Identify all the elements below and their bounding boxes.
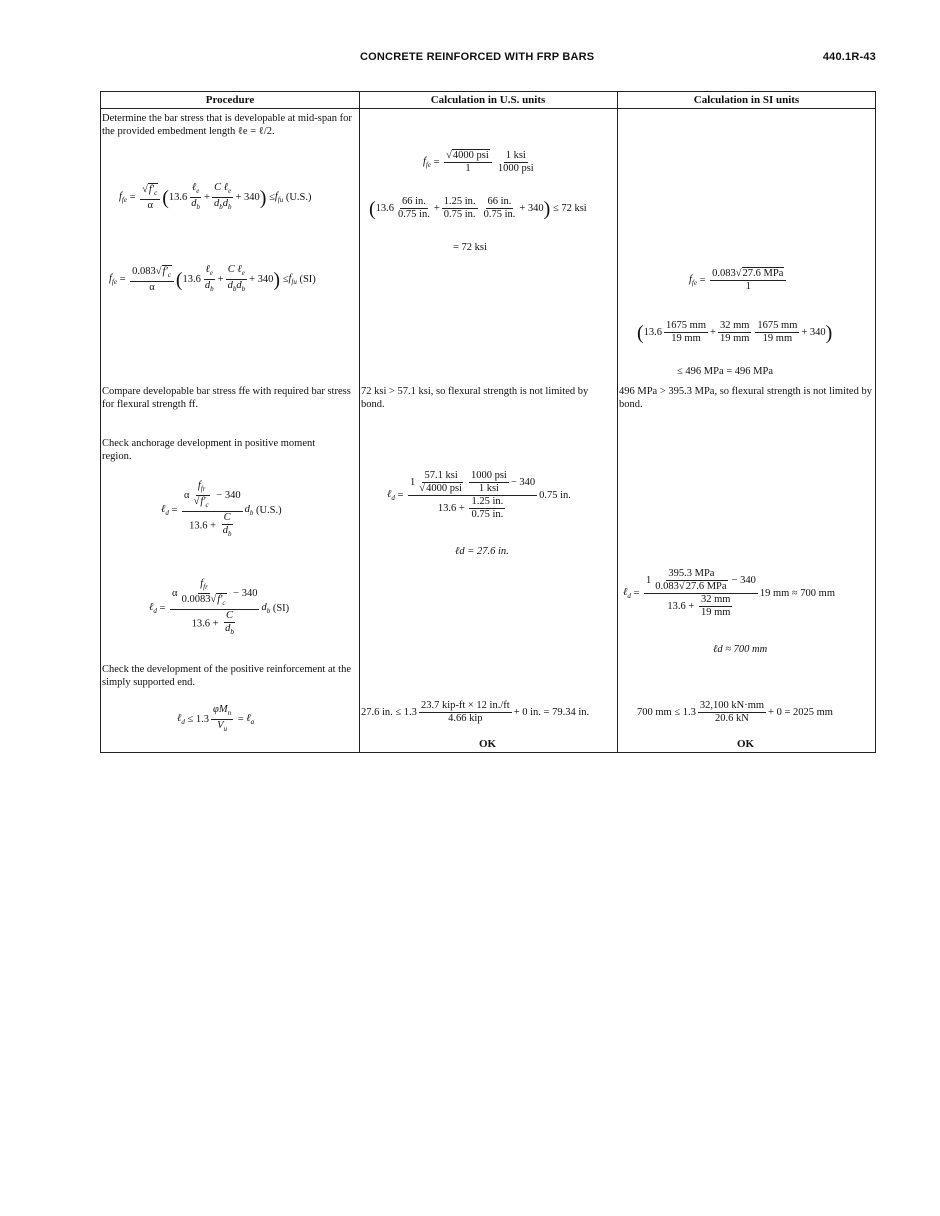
us-ffe-equation: $f_{fe}$ = $\frac{\text{√4000 psi}}{1}$ $\frac{\text{1 ksi}}{\text{1000 psi}}$ [423,150,534,174]
si-ld-result: ℓd ≈ 700 mm [713,644,768,655]
units-label-us: (U.S.) [285,192,312,204]
column-header-si: Calculation in SI units [693,94,800,106]
us-end-check: 27.6 in. ≤ 1.3 $\frac{\text{23.7 kip-ft × 12 in./ft}}{\text{4.66 kip}}$ + 0 in. = 79.34 in. [361,700,590,724]
procedure-step-1: Determine the bar stress that is developable at mid-span for the provided embedment length ℓe = ℓ/2. [102,113,352,137]
si-compare-text: 496 MPa > 395.3 MPa, so flexural strength is not limited by bond. [619,386,872,410]
column-divider [617,92,618,752]
si-ffe-expression: ( 13.6 $\frac{1675 mm}{19 mm}$ + $\frac{32 mm}{19 mm}$ $\frac{1675 mm}{19 mm}$ + 340 ) [637,320,833,344]
si-ld-equation: ℓ$_d$ = 1 $\frac{\text{395.3 MPa}}{\text{0.083√27.6 MPa}}$ − 340 13.6 + $\frac{32 mm}{19 mm}$ 19 mm ≈ 700 mm [623,568,836,618]
si-ok-label: OK [737,738,755,750]
us-compare-text: 72 ksi > 57.1 ksi, so flexural strength is not limited by bond. [361,386,589,410]
page-header-title: CONCRETE REINFORCED WITH FRP BARS [360,51,595,63]
units-label-si: (SI) [299,274,316,286]
si-ffe-result: ≤ 496 MPa = 496 MPa [677,366,773,377]
formula-ld-us: ℓ$_d$ = α $\frac{f_{fr}}{√f'_c}$ − 340 13.6 + $\frac{C}{d_b}$ $d_b$ (U.S.) [161,480,282,539]
formula-end-check: ℓ$_d$ ≤ 1.3 $\frac{\varphi M_n}{V_u}$ = ℓ$_a$ [177,704,255,734]
formula-ffe-si: $f_{fe}$ = $\frac{0.083√f'_c}{\alpha}$ ( 13.6 $\frac{\ell_e}{d_b}$ + $\frac{C \ell_e}{d_bd_b}$ + 340 ) ≤ $f_{fu}$ (SI) [109,264,316,294]
header-divider [101,108,875,109]
column-header-us: Calculation in U.S. units [430,94,546,106]
us-ok-label: OK [479,738,497,750]
us-ld-equation: ℓ$_d$ = 1 $\frac{\text{57.1 ksi}}{\text{√4000 psi}}$ $\frac{\text{1000 psi}}{\text{1 ksi}}$ − 340 13.6 + $\frac{1.25 in.}{0.75 in.}$ 0.75 in. [387,470,571,520]
us-ffe-result: = 72 ksi [453,242,487,253]
si-ffe-equation: $f_{fe}$ = $\frac{\text{0.083√27.6 MPa}}{1}$ [689,268,788,293]
procedure-step-2: Compare developable bar stress ffe with required bar stress for flexural strength ff. [102,386,351,410]
us-ld-result: ℓd = 27.6 in. [455,546,509,557]
column-header-procedure: Procedure [205,94,255,106]
page-number: 440.1R-43 [822,51,876,63]
formula-ffe-us: $f_{fe}$ = $\frac{√f'_c}{\alpha}$ ( 13.6 $\frac{\ell_e}{d_b}$ + $\frac{C \ell_e}{d_bd_b}$ + 340 ) ≤ $f_{fu}$ (U.S.) [119,182,312,212]
si-end-check: 700 mm ≤ 1.3 $\frac{32,100 kN\cdot mm}{20.6 kN}$ + 0 = 2025 mm [637,700,833,724]
column-divider [359,92,360,752]
us-ffe-expression: ( 13.6 $\frac{66 in.}{0.75 in.}$ + $\frac{1.25 in.}{0.75 in.}$ $\frac{66 in.}{0.75 in.}$ + 340 ) ≤ 72 ksi [369,196,587,220]
procedure-step-3: Check anchorage development in positive moment region. [102,438,316,462]
procedure-step-4: Check the development of the positive reinforcement at the simply supported end. [102,664,351,688]
calculation-table [100,91,876,753]
formula-ld-si: ℓ$_d$ = α $\frac{f_{fr}}{0.0083√f'_c}$ − 340 13.6 + $\frac{C}{d_b}$ $d_b$ (SI) [149,578,290,637]
